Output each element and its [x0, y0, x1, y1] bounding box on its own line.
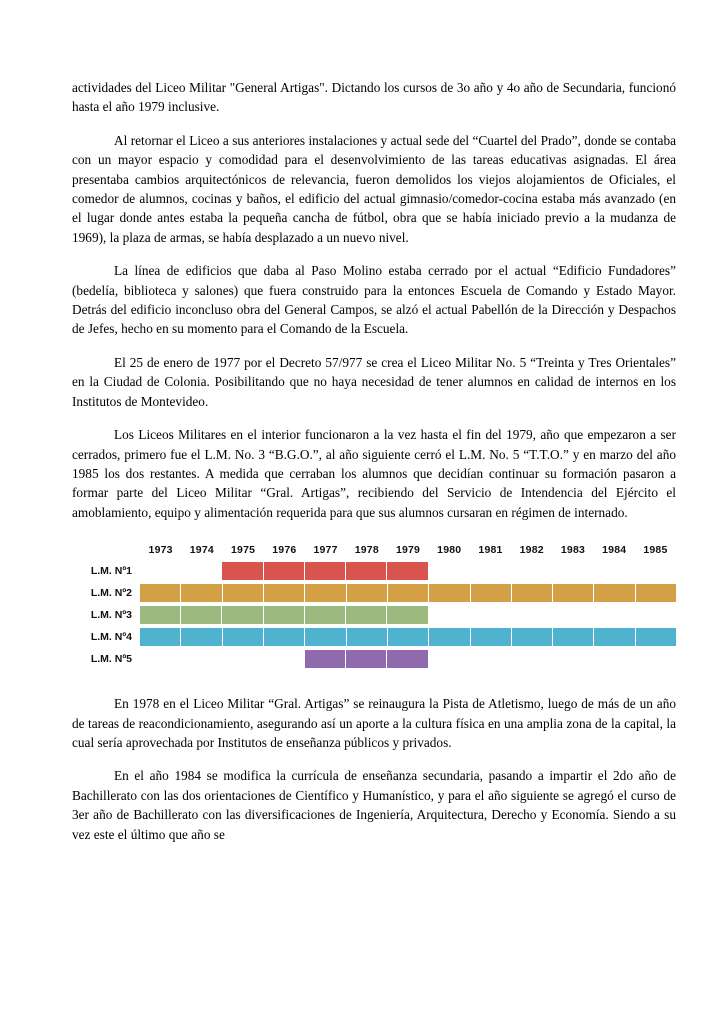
chart-cell: [635, 650, 676, 668]
chart-cell: [470, 562, 511, 580]
chart-cell: [388, 628, 429, 646]
chart-cell: [429, 606, 470, 624]
chart-row-track: [140, 562, 676, 580]
chart-year-label: 1979: [395, 544, 421, 557]
chart-year-label: 1977: [313, 544, 338, 557]
chart-row: [72, 606, 676, 624]
chart-cell: [181, 606, 222, 624]
chart-cell: [594, 650, 635, 668]
chart-row: [72, 562, 676, 580]
chart-cell: [387, 650, 428, 668]
chart-year-label: 1974: [189, 544, 214, 557]
chart-cell: [264, 562, 305, 580]
chart-cell: [264, 584, 305, 602]
paragraph: Al retornar el Liceo a sus anteriores instalaciones y actual sede del “Cuartel del Prado”, donde se contaba con un mayor espacio y comodidad para el desenvolvimiento de las tareas educativas asignadas. El área presentaba cambios arquitectónicos de relevancia, fueron demolidos los viejos alojamientos de Oficiales, el comedor de alumnos, cocinas y baños, el edificio del actual gimnasio/comedor-cocina estaba más avanzado (en el lugar donde antes estaba la pequeña cancha de fútbol, obra que se había iniciado previo a la mudanza de 1969), la plaza de armas, se había desplazado a un nuevo nivel.: [72, 132, 676, 245]
chart-cell: [594, 606, 635, 624]
chart-cell: [387, 562, 428, 580]
paragraph: La línea de edificios que daba al Paso Molino estaba cerrado por el actual “Edificio Fundadores” (bedelía, biblioteca y salones) que fuera construido para la entonces Escuela de Comando y Estado Mayor. Detrás del edificio inconcluso obra del General Campos, se alzó el actual Pabellón de la Dirección y Despachos de Jefes, hecho en su momento para el Comando de la Escuela.: [72, 263, 676, 337]
document-body: [72, 78, 676, 844]
chart-cell: [264, 606, 305, 624]
chart-cell: [305, 584, 346, 602]
chart-cell: [511, 606, 552, 624]
chart-cell: [140, 562, 181, 580]
chart-cell: [635, 562, 676, 580]
paragraph: En el año 1984 se modifica la currícula de enseñanza secundaria, pasando a impartir el 2do año de Bachillerato con las dos orientaciones de Científico y Humanístico, y para el año siguiente se agregó el curso de 3er año de Bachillerato con las diversificaciones de Ingeniería, Arquitectura, Derecho y Economía. Siendo a su vez este el último que año se: [72, 768, 676, 842]
chart-cell: [388, 584, 429, 602]
chart-cell: [181, 650, 222, 668]
chart-year-label: 1983: [560, 544, 586, 557]
paragraph: En 1978 en el Liceo Militar “Gral. Artigas” se reinaugura la Pista de Atletismo, luego de más de un año de tareas de reacondicionamiento, asegurando así un aporte a la cultura física en una amplia zona de la capital, la cual sería aprovechada por Institutos de enseñanza públicos y privados.: [72, 696, 676, 750]
chart-cell: [594, 584, 635, 602]
chart-cell: [594, 628, 635, 646]
chart-cell: [140, 606, 181, 624]
chart-cell: [264, 628, 305, 646]
chart-cell: [635, 606, 676, 624]
chart-cell: [636, 584, 676, 602]
chart-cell: [346, 562, 387, 580]
chart-cell: [553, 584, 594, 602]
chart-cell: [346, 606, 387, 624]
chart-cell: [181, 562, 222, 580]
chart-cell: [305, 562, 346, 580]
chart-row: [72, 584, 676, 602]
chart-cell: [305, 650, 346, 668]
chart-row: [72, 628, 676, 646]
chart-rows: [72, 562, 676, 668]
chart-cell: [305, 628, 346, 646]
chart-cell: [512, 628, 553, 646]
chart-cell: [181, 628, 222, 646]
chart-cell: [552, 650, 593, 668]
chart-year-label: 1980: [437, 544, 462, 557]
chart-cell: [140, 650, 181, 668]
chart-cell: [223, 628, 264, 646]
chart-cell: [140, 584, 181, 602]
chart-row-label: L.M. Nº1: [90, 565, 132, 578]
chart-row-track: [140, 628, 676, 646]
chart-cell: [594, 562, 635, 580]
chart-row-label: L.M. Nº3: [90, 609, 132, 622]
chart-cell: [429, 584, 470, 602]
chart-cell: [636, 628, 676, 646]
chart-cell: [511, 562, 552, 580]
chart-year-label: 1982: [519, 544, 544, 557]
chart-row-label: L.M. Nº2: [90, 587, 132, 600]
chart-year-label: 1978: [354, 544, 379, 557]
chart-row-track: [140, 606, 676, 624]
chart-row-track: [140, 584, 676, 602]
liceos-militares-timeline-chart: [72, 544, 676, 668]
chart-cell: [511, 650, 552, 668]
chart-cell: [471, 628, 512, 646]
chart-cell: [222, 606, 263, 624]
chart-cell: [347, 584, 388, 602]
chart-row-label: L.M. Nº5: [90, 653, 132, 666]
chart-cell: [264, 650, 305, 668]
paragraph: actividades del Liceo Militar "General Artigas". Dictando los cursos de 3o año y 4o año de Secundaria, funcionó hasta el año 1979 inclusive.: [72, 80, 676, 115]
chart-year-label: 1985: [643, 544, 668, 557]
chart-cell: [470, 650, 511, 668]
chart-cell: [181, 584, 222, 602]
chart-year-label: 1975: [231, 544, 256, 557]
chart-cell: [429, 628, 470, 646]
chart-year-label: 1981: [478, 544, 503, 557]
chart-cell: [140, 628, 181, 646]
chart-cell: [429, 562, 470, 580]
chart-cell: [223, 584, 264, 602]
chart-cell: [512, 584, 553, 602]
chart-cell: [387, 606, 428, 624]
chart-cell: [553, 628, 594, 646]
paragraph: El 25 de enero de 1977 por el Decreto 57/977 se crea el Liceo Militar No. 5 “Treinta y Tres Orientales” en la Ciudad de Colonia. Posibilitando que no haya necesidad de tener alumnos en calidad de internos en los Institutos de Montevideo.: [72, 354, 676, 409]
chart-year-label: 1973: [148, 544, 173, 557]
chart-row-track: [140, 650, 676, 668]
chart-cell: [222, 650, 263, 668]
chart-year-label: 1976: [272, 544, 297, 557]
chart-cell: [552, 606, 593, 624]
chart-cell: [471, 584, 512, 602]
chart-cell: [346, 650, 387, 668]
chart-cell: [552, 562, 593, 580]
chart-year-axis: [140, 544, 676, 556]
chart-row-label: L.M. Nº4: [90, 631, 132, 644]
chart-cell: [470, 606, 511, 624]
chart-year-label: 1984: [602, 544, 627, 557]
paragraph: Los Liceos Militares en el interior funcionaron a la vez hasta el fin del 1979, año que empezaron a ser cerrados, primero fue el L.M. No. 3 “B.G.O.”, al año siguiente cerró el L.M. No. 5 “T.T.O.” y en marzo del año 1985 los dos restantes. A medida que cerraban los alumnos que decidían continuar su formación pasaron a formar parte del Liceo Militar “Gral. Artigas”, recibiendo del Servicio de Intendencia del Ejército el amoblamiento, equipo y alimentación requerida para que sus alumnos cursaran en régimen de internado.: [72, 427, 676, 520]
chart-cell: [305, 606, 346, 624]
chart-cell: [429, 650, 470, 668]
chart-cell: [347, 628, 388, 646]
chart-row: [72, 650, 676, 668]
chart-cell: [222, 562, 263, 580]
